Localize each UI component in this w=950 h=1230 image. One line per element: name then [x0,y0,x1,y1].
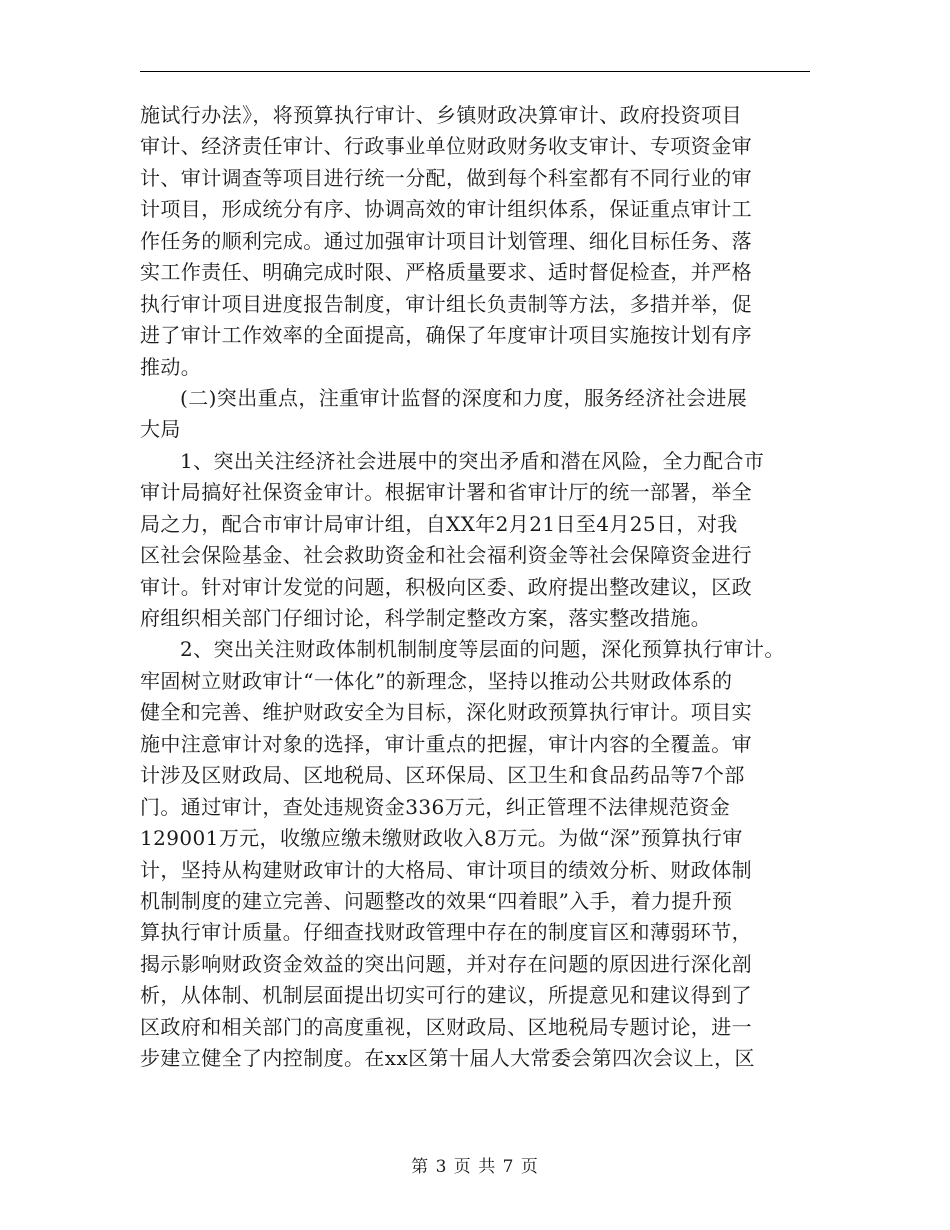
text-line: 计项目，形成统分有序、协调高效的审计组织体系，保证重点审计工 [140,197,752,222]
section-heading-continued: 大局 [140,417,181,442]
text-line: 区政府和相关部门的高度重视，区财政局、区地税局专题讨论，进一 [140,1014,752,1039]
text-line: 析，从体制、机制层面提出切实可行的建议，所提意见和建议得到了 [140,983,752,1008]
text-line: 实工作责任、明确完成时限、严格质量要求、适时督促检查，并严格 [140,260,752,285]
text-line: 健全和完善、维护财政安全为目标，深化财政预算执行审计。项目实 [140,700,752,725]
text-line: 推动。 [140,354,202,379]
paragraph-start: 1、突出关注经济社会进展中的突出矛盾和潜在风险，全力配合市 [180,448,765,473]
text-line: 计，坚持从构建财政审计的大格局、审计项目的绩效分析、财政体制 [140,857,752,882]
section-heading: (二)突出重点，注重审计监督的深度和力度，服务经济社会进展 [180,385,748,410]
text-line: 审计、经济责任审计、行政事业单位财政财务收支审计、专项资金审 [140,134,752,159]
text-line: 施试行办法》，将预算执行审计、乡镇财政决算审计、政府投资项目 [140,103,742,127]
text-line: 进了审计工作效率的全面提高，确保了年度审计项目实施按计划有序 [140,323,752,348]
text-line: 局之力，配合市审计局审计组，自XX年2月21日至4月25日，对我 [140,511,738,536]
text-line: 算执行审计质量。仔细查找财政管理中存在的制度盲区和薄弱环节， [140,920,752,945]
text-line: 步建立健全了内控制度。在xx区第十届人大常委会第四次会议上，区 [140,1046,755,1071]
text-line: 129001万元，收缴应缴未缴财政收入8万元。为做“深”预算执行审 [140,826,743,851]
text-line: 机制制度的建立完善、问题整改的效果“四着眼”入手，着力提升预 [140,888,733,913]
text-line: 揭示影响财政资金效益的突出问题，并对存在问题的原因进行深化剖 [140,951,752,976]
document-body [140,100,830,1075]
text-line: 施中注意审计对象的选择，审计重点的把握，审计内容的全覆盖。审 [140,731,752,756]
text-line: 计、审计调查等项目进行统一分配，做到每个科室都有不同行业的审 [140,165,752,190]
text-line: 审计。针对审计发觉的问题，积极向区委、政府提出整改建议，区政 [140,574,752,599]
text-line: 审计局搞好社保资金审计。根据审计署和省审计厅的统一部署，举全 [140,480,752,505]
header-rule [140,71,810,72]
text-line: 区社会保险基金、社会救助资金和社会福利资金等社会保障资金进行 [140,543,752,568]
text-line: 府组织相关部门仔细讨论，科学制定整改方案，落实整改措施。 [140,606,712,630]
text-line: 门。通过审计，查处违规资金336万元，纠正管理不法律规范资金 [140,794,731,819]
text-line: 执行审计项目进度报告制度，审计组长负责制等方法，多措并举，促 [140,291,752,316]
text-line: 计涉及区财政局、区地税局、区环保局、区卫生和食品药品等7个部 [140,763,745,788]
text-line: 作任务的顺利完成。通过加强审计项目计划管理、细化目标任务、落 [140,228,752,253]
page-number: 第 3 页 共 7 页 [411,1157,539,1177]
text-line: 牢固树立财政审计“一体化”的新理念，坚持以推动公共财政体系的 [140,668,733,693]
paragraph-start: 2、突出关注财政体制机制制度等层面的问题，深化预算执行审计。 [180,637,785,662]
